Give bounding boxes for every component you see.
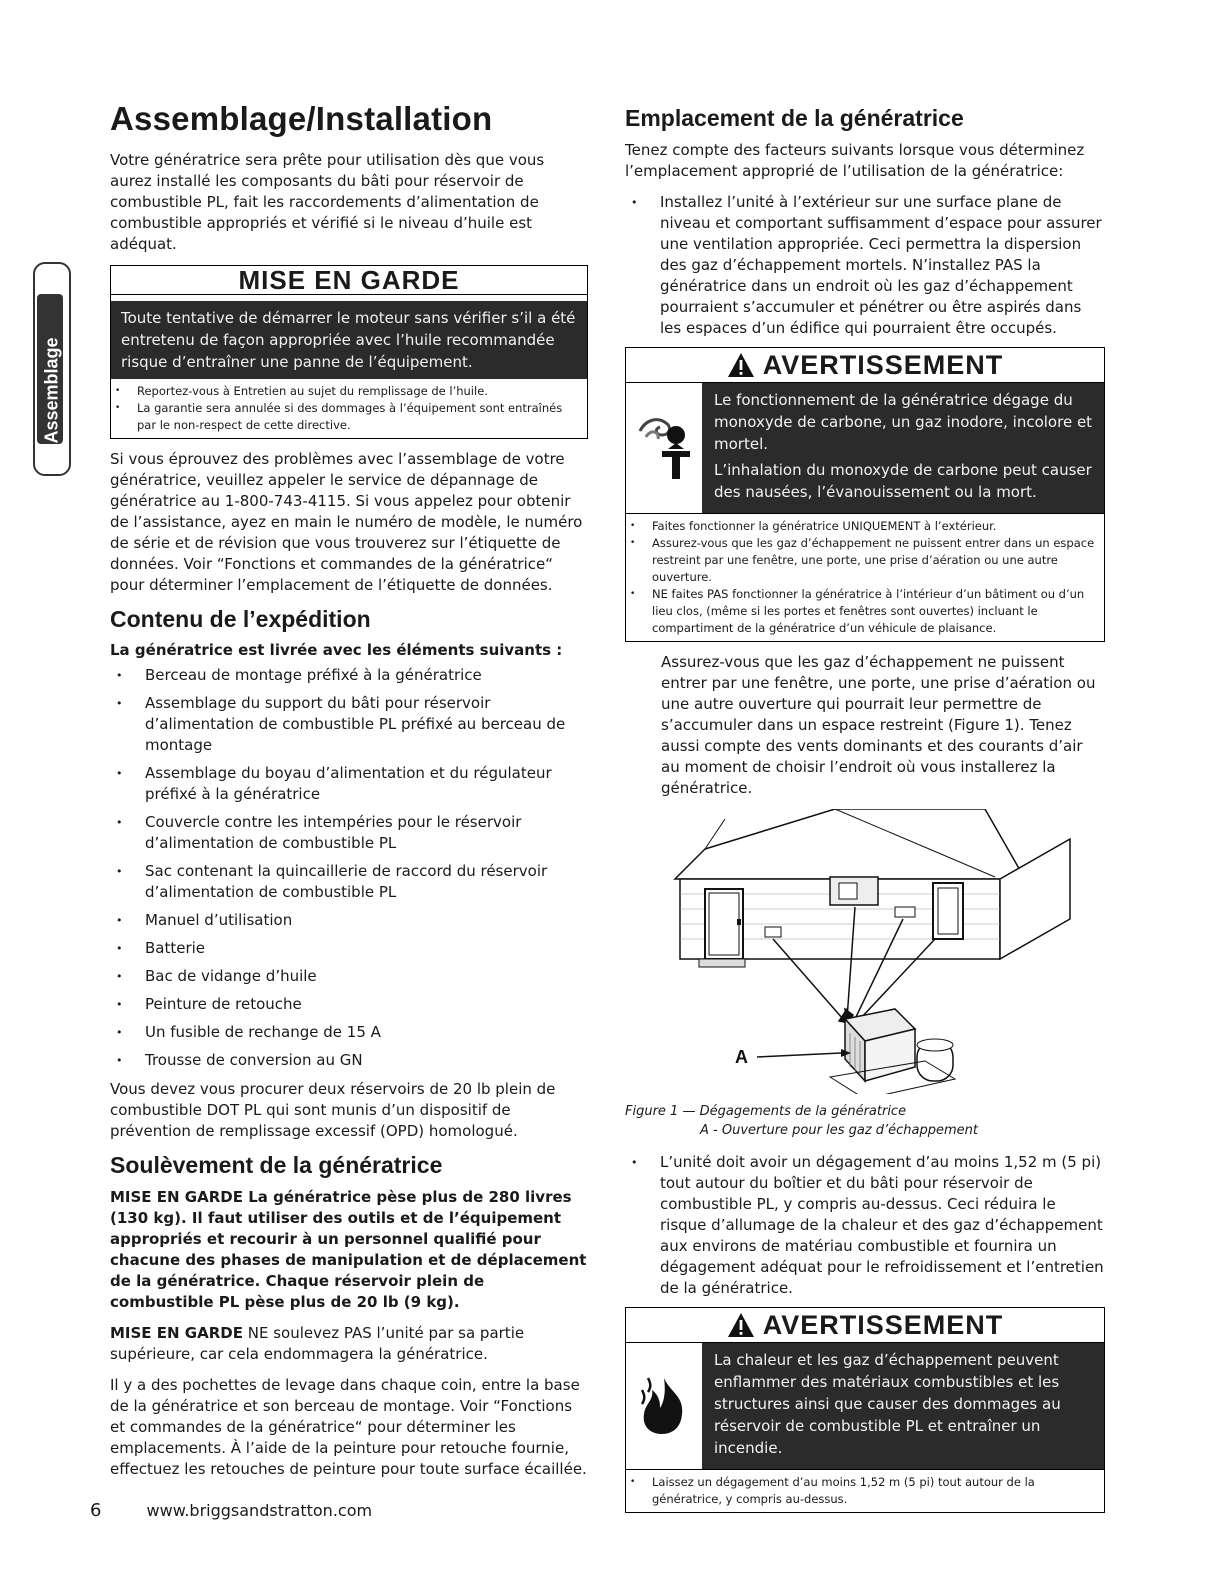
contents-heading: Contenu de l’expédition bbox=[110, 606, 371, 632]
clearance-bullets bbox=[625, 1152, 1105, 1299]
warning-triangle-icon bbox=[727, 352, 755, 378]
toxic-fumes-icon bbox=[632, 413, 696, 483]
list-item: • Berceau de montage préfixé à la génératrice bbox=[110, 665, 588, 686]
list-item: • Assemblage du support du bâti pour réservoir d’alimentation de combustible PL préfixé au berceau de montage bbox=[110, 693, 588, 756]
page-title: Assemblage/Installation bbox=[110, 100, 493, 137]
caution-label: MISE EN GARDE bbox=[110, 1324, 243, 1342]
page-footer bbox=[90, 1500, 372, 1521]
caution-box bbox=[110, 265, 588, 439]
left-column bbox=[110, 100, 588, 1490]
warning-bullet: • Assurez-vous que les gaz d’échappement ne puissent entrer dans un espace restreint par une fenêtre, une porte, une prise d’aération ou une autre ouverture. bbox=[626, 535, 1100, 586]
list-item: • L’unité doit avoir un dégagement d’au moins 1,52 m (5 pi) tout autour du boîtier et du bâti pour réservoir de combustible PL, y compris au-dessus. Ceci réduira le risque d’allumage de la chaleur et des gaz d’échappement aux environs de matériau combustible et fournira un dégagement adéquat pour le refroidissement et l’entretien de la génératrice. bbox=[625, 1152, 1105, 1299]
warning-bullet: • Laissez un dégagement d’au moins 1,52 m (5 pi) tout autour de la génératrice, y compris au-dessus. bbox=[626, 1474, 1100, 1508]
page-number: 6 bbox=[90, 1500, 102, 1521]
warning-triangle-icon bbox=[727, 1312, 755, 1338]
location-heading: Emplacement de la génératrice bbox=[625, 105, 964, 131]
figure-label-a: A bbox=[735, 1047, 748, 1067]
service-paragraph: Si vous éprouvez des problèmes avec l’assemblage de votre génératrice, veuillez appeler le service de dépannage de génératrice au 1-800-743-4115. Si vous appelez pour obtenir de l’assistance, ayez en main le numéro de modèle, le numéro de série et de révision que vous trouverez sur l’étiquette de données. Voir “Fonctions et commandes de la génératrice“ pour déterminer l’emplacement de l’étiquette de données. bbox=[110, 450, 583, 594]
contents-list bbox=[110, 665, 588, 1071]
warning-bullets bbox=[626, 513, 1104, 641]
figure-caption bbox=[625, 1102, 1105, 1140]
figure-caption-legend: A - Ouverture pour les gaz d’échappement bbox=[700, 1123, 979, 1138]
intro-paragraph: Votre génératrice sera prête pour utilisation dès que vous aurez installé les composants du bâti pour réservoir de combustible PL, fait les raccordements d’alimentation de combustible appropriés et vérifié si le niveau d’huile est adéquat. bbox=[110, 151, 545, 253]
caution-text: NE soulevez PAS l’unité par sa partie supérieure, car cela endommagera la génératrice. bbox=[110, 1324, 525, 1363]
generator-clearance-illustration bbox=[665, 809, 1085, 1094]
caution-bullets bbox=[111, 379, 587, 438]
warning-bullet: • NE faites PAS fonctionner la génératrice à l’intérieur d’un bâtiment ou d’un lieu clos, (même si les portes et fenêtres sont ouvertes) incluant le compartiment de la génératrice d’un véhicule de plaisance. bbox=[626, 586, 1100, 637]
warning-bullets bbox=[626, 1469, 1104, 1512]
figure-caption-title: Dégagements de la génératrice bbox=[699, 1104, 907, 1119]
side-tab-band bbox=[37, 294, 63, 444]
location-intro: Tenez compte des facteurs suivants lorsque vous déterminez l’emplacement approprié de l’utilisation de la génératrice: bbox=[625, 141, 1085, 180]
side-tab-label: Assemblage bbox=[41, 337, 62, 444]
list-item: • Trousse de conversion au GN bbox=[110, 1050, 588, 1071]
contents-subheading: La génératrice est livrée avec les éléments suivants : bbox=[110, 641, 563, 659]
list-item: • Bac de vidange d’huile bbox=[110, 966, 588, 987]
warning-title-text: AVERTISSEMENT bbox=[762, 350, 1004, 380]
list-item: • Un fusible de rechange de 15 A bbox=[110, 1022, 588, 1043]
caution-title: MISE EN GARDE bbox=[111, 266, 587, 295]
tanks-note: Vous devez vous procurer deux réservoirs de 20 lb plein de combustible DOT PL qui sont munis d’un dispositif de prévention de remplissage excessif (OPD) homologué. bbox=[110, 1080, 556, 1140]
warning-body bbox=[626, 382, 1104, 513]
warning-message-1: La chaleur et les gaz d’échappement peuvent enflammer des matériaux combustibles et les structures ainsi que causer des dommages au réservoir de combustible PL et entraîner un incendie. bbox=[714, 1351, 1061, 1457]
warning-title-text: AVERTISSEMENT bbox=[762, 1310, 1004, 1340]
warning-message-1: Le fonctionnement de la génératrice dégage du monoxyde de carbone, un gaz inodore, incolore et mortel. bbox=[714, 391, 1093, 453]
figure-caption-sep: — bbox=[682, 1104, 696, 1119]
warning-message bbox=[702, 383, 1104, 513]
list-item: • Manuel d’utilisation bbox=[110, 910, 588, 931]
figure-caption-prefix: Figure 1 bbox=[625, 1104, 679, 1119]
warning-icon-cell bbox=[626, 383, 702, 513]
lifting-caution-2 bbox=[110, 1323, 588, 1365]
lifting-paragraph: Il y a des pochettes de levage dans chaque coin, entre la base de la génératrice et son berceau de montage. Voir “Fonctions et commandes de la génératrice“ pour déterminer les emplacements. À l’aide de la peinture pour retouche fournie, effectuez les retouches de peinture pour toute surface écaillée. bbox=[110, 1376, 587, 1478]
caution-bullet: • La garantie sera annulée si des dommages à l’équipement sont entraînés par le non-respect de cette directive. bbox=[111, 400, 583, 434]
location-bullets bbox=[625, 192, 1105, 339]
warning-message bbox=[702, 1343, 1104, 1469]
lifting-heading: Soulèvement de la génératrice bbox=[110, 1152, 443, 1178]
exhaust-paragraph: Assurez-vous que les gaz d’échappement ne puissent entrer par une fenêtre, une porte, une prise d’aération ou une autre ouverture qui pourrait leur permettre de s’accumuler dans un espace restreint (Figure 1). Tenez aussi compte des vents dominants et des courants d’air au moment de choisir l’endroit où vous installerez la génératrice. bbox=[661, 653, 1096, 797]
list-item: • Sac contenant la quincaillerie de raccord du réservoir d’alimentation de combustible PL bbox=[110, 861, 588, 903]
warning-box-fire bbox=[625, 1307, 1105, 1513]
warning-body bbox=[626, 1342, 1104, 1469]
fire-icon bbox=[634, 1374, 694, 1438]
caution-text: La génératrice pèse plus de 280 livres (130 kg). Il faut utiliser des outils et de l’équipement appropriés et recourir à un personnel qualifié pour chacune des phases de manipulation et de déplacement de la génératrice. Chaque réservoir plein de combustible PL pèse plus de 20 lb (9 kg). bbox=[110, 1188, 587, 1311]
caution-bullet: • Reportez-vous à Entretien au sujet du remplissage de l’huile. bbox=[111, 383, 583, 400]
list-item: • Installez l’unité à l’extérieur sur une surface plane de niveau et comportant suffisamment d’espace pour assurer une ventilation appropriée. Ceci permettra la dispersion des gaz d’échappement mortels. N’installez PAS la génératrice dans un endroit où les gaz d’échappement pourraient s’accumuler et pénétrer ou être aspirés dans les espaces d’un édifice qui pourraient être occupés. bbox=[625, 192, 1105, 339]
warning-bullet: • Faites fonctionner la génératrice UNIQUEMENT à l’extérieur. bbox=[626, 518, 1100, 535]
list-item: • Peinture de retouche bbox=[110, 994, 588, 1015]
list-item: • Assemblage du boyau d’alimentation et du régulateur préfixé à la génératrice bbox=[110, 763, 588, 805]
warning-box-co bbox=[625, 347, 1105, 642]
website-link[interactable]: www.briggsandstratton.com bbox=[146, 1501, 373, 1520]
warning-message-2: L’inhalation du monoxyde de carbone peut causer des nausées, l’évanouissement ou la mort. bbox=[714, 461, 1092, 501]
warning-icon-cell bbox=[626, 1343, 702, 1469]
list-item: • Batterie bbox=[110, 938, 588, 959]
warning-title bbox=[626, 1308, 1104, 1342]
section-side-tab bbox=[33, 262, 71, 476]
warning-title bbox=[626, 348, 1104, 382]
list-item: • Couvercle contre les intempéries pour le réservoir d’alimentation de combustible PL bbox=[110, 812, 588, 854]
caution-message: Toute tentative de démarrer le moteur sans vérifier s’il a été entretenu de façon appropriée avec l’huile recommandée risque d’entraîner une panne de l’équipement. bbox=[111, 301, 587, 379]
lifting-caution-1 bbox=[110, 1187, 588, 1313]
caution-label: MISE EN GARDE bbox=[110, 1188, 243, 1206]
right-column bbox=[625, 105, 1105, 1523]
figure-1 bbox=[665, 809, 1105, 1098]
